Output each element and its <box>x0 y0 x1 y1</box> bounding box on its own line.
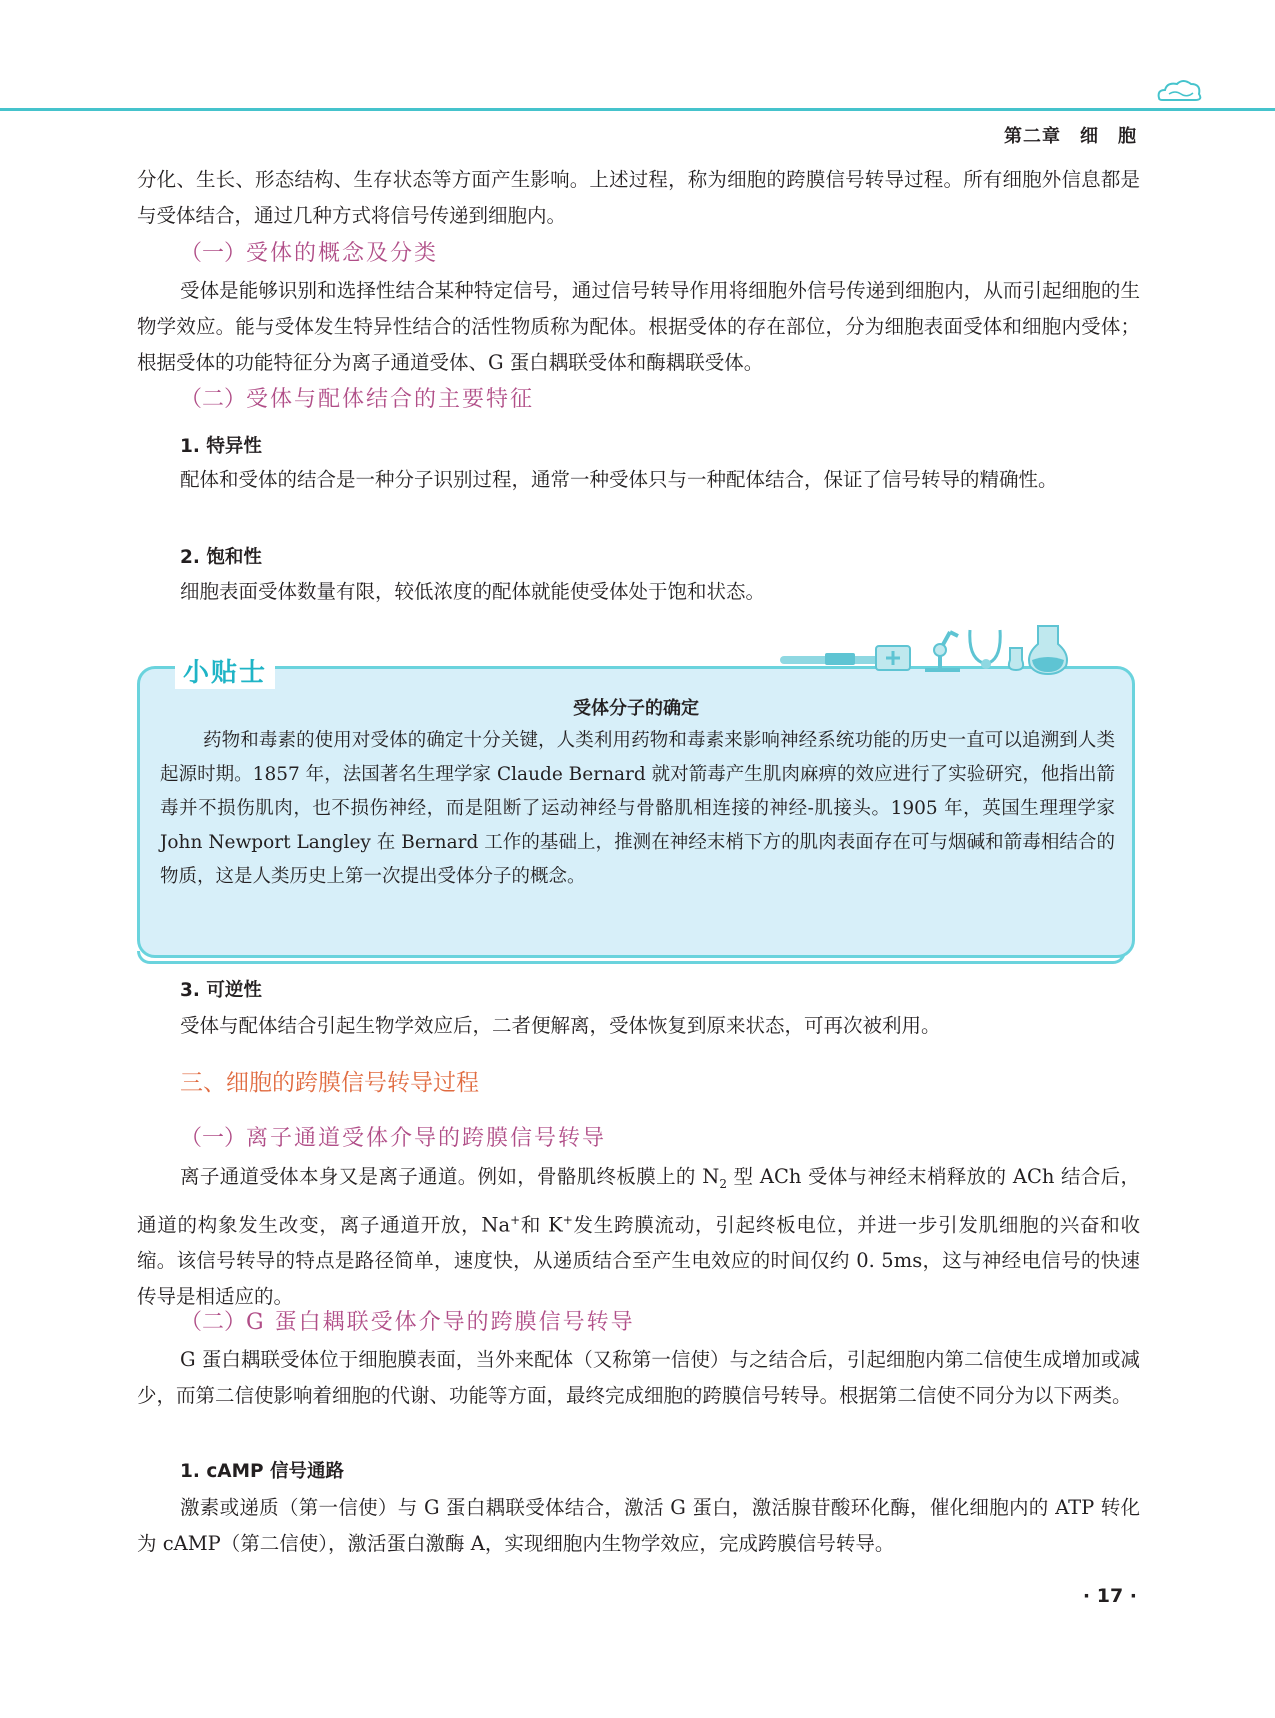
text-run: 型 ACh 受体与神经末梢释放的 ACh 结合后，通道的构象发生改变，离子通道开放，Na <box>137 1165 1140 1237</box>
paragraph-specificity: 配体和受体的结合是一种分子识别过程，通常一种受体只与一种配体结合，保证了信号转导的精确性。 <box>180 468 1058 491</box>
heading-reversibility: 3. 可逆性 <box>180 980 262 1001</box>
subheading-receptor-concept <box>137 236 1140 267</box>
text-run: 和 K <box>520 1213 563 1237</box>
tip-text: 药物和毒素的使用对受体的确定十分关键，人类利用药物和毒素来影响神经系统功能的历史一直可以追溯到人类起源时期。1857 年，法国著名生理学家 Claude Bernard 就对箭毒产生肌肉麻痹的效应进行了实验研究，他指出箭毒并不损伤肌肉，也不损伤神经，而是阻断了运动神经与骨骼肌相连接的神经-肌接头。1905 年，英国生理理学家 John Newport Langley 在 Bernard 工作的基础上，推测在神经末梢下方的肌肉表面存在可与烟碱和箭毒相结合的物质，这是人类历史上第一次提出受体分子的概念。 <box>160 730 1115 887</box>
header-rule <box>0 108 1275 111</box>
heading-camp: 1. cAMP 信号通路 <box>180 1461 345 1482</box>
heading-saturation: 2. 饱和性 <box>180 547 262 568</box>
subheading-g-protein <box>137 1305 1140 1336</box>
medical-instruments-icon <box>780 620 1080 676</box>
subheading-text: 离子通道受体介导的跨膜信号转导 <box>246 1126 607 1151</box>
subheading-number: （一） <box>180 241 247 266</box>
text-run: 离子通道受体本身又是离子通道。例如，骨骼肌终板膜上的 N <box>180 1165 720 1188</box>
subheading-text: 受体与配体结合的主要特征 <box>246 387 535 412</box>
superscript: + <box>562 1212 573 1227</box>
heading-specificity: 1. 特异性 <box>180 436 262 457</box>
subheading-number: （二） <box>180 1310 247 1335</box>
text-run: 发生跨膜流动，引起终板电位，并进一步引发肌细胞的兴奋和收缩。该信号转导的特点是路径简单，速度快，从递质结合至产生电效应的时间仅约 0. 5ms，这与神经电信号的快速传导是相适应的。 <box>137 1213 1140 1309</box>
cloud-ornament-icon <box>1155 78 1205 106</box>
subheading-text: 受体的概念及分类 <box>246 241 439 266</box>
paragraph-receptor-definition: 受体是能够识别和选择性结合某种特定信号，通过信号转导作用将细胞外信号传递到细胞内，从而引起细胞的生物学效应。能与受体发生特异性结合的活性物质称为配体。根据受体的存在部位，分为细胞表面受体和细胞内受体；根据受体的功能特征分为离子通道受体、G 蛋白耦联受体和酶耦联受体。 <box>137 279 1140 374</box>
subheading-number: （二） <box>180 387 247 412</box>
subscript: 2 <box>719 1176 727 1191</box>
subheading-text: G 蛋白耦联受体介导的跨膜信号转导 <box>246 1310 635 1335</box>
tip-label: 小贴士 <box>175 652 275 689</box>
running-head: 第二章 细 胞 <box>1004 126 1137 147</box>
page-number: · 17 · <box>1082 1585 1137 1607</box>
paragraph-saturation: 细胞表面受体数量有限，较低浓度的配体就能使受体处于饱和状态。 <box>180 580 766 603</box>
paragraph-camp: 激素或递质（第一信使）与 G 蛋白耦联受体结合，激活 G 蛋白，激活腺苷酸环化酶，催化细胞内的 ATP 转化为 cAMP（第二信使），激活蛋白激酶 A，实现细胞内生物学效应，完成跨膜信号转导。 <box>137 1496 1140 1555</box>
tip-title: 受体分子的确定 <box>573 698 699 719</box>
subheading-binding-features <box>137 382 1140 413</box>
paragraph-ion-channel <box>137 1159 1140 1315</box>
subheading-number: （一） <box>180 1126 247 1151</box>
paragraph-g-protein: G 蛋白耦联受体位于细胞膜表面，当外来配体（又称第一信使）与之结合后，引起细胞内第二信使生成增加或减少，而第二信使影响着细胞的代谢、功能等方面，最终完成细胞的跨膜信号转导。根据第二信使不同分为以下两类。 <box>137 1348 1140 1407</box>
subheading-ion-channel <box>137 1121 1140 1152</box>
superscript: + <box>510 1212 521 1227</box>
paragraph-intro: 分化、生长、形态结构、生存状态等方面产生影响。上述过程，称为细胞的跨膜信号转导过程。所有细胞外信息都是与受体结合，通过几种方式将信号传递到细胞内。 <box>137 168 1140 227</box>
section-heading-transduction: 三、细胞的跨膜信号转导过程 <box>180 1070 479 1096</box>
paragraph-reversibility: 受体与配体结合引起生物学效应后，二者便解离，受体恢复到原来状态，可再次被利用。 <box>180 1014 941 1037</box>
